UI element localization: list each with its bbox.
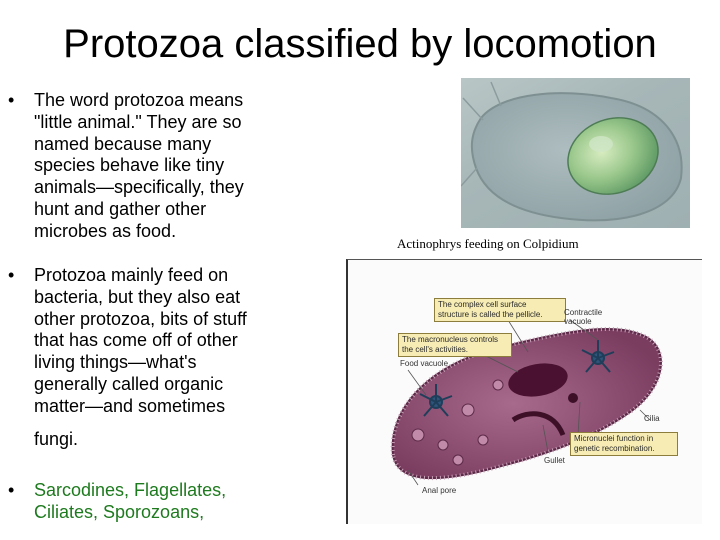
bullet-text <box>34 90 244 243</box>
bullet-line: other protozoa, bits of stuff <box>34 308 247 329</box>
bullet-line: that has come off of other <box>34 330 238 351</box>
label-gullet: Gullet <box>544 456 565 465</box>
bullet-line: generally called organic <box>34 373 224 394</box>
paramecium-diagram <box>346 259 702 524</box>
callout-line: structure is called the pellicle. <box>438 310 543 319</box>
label-line: vacuole <box>564 317 592 326</box>
callout-micronuclei <box>570 432 678 456</box>
callout-line: genetic recombination. <box>574 444 655 453</box>
label-anal-pore: Anal pore <box>422 486 457 495</box>
callout-line: The macronucleus controls <box>402 335 499 344</box>
bullet-line: living things—what's <box>34 352 197 373</box>
callout-line: Micronuclei function in <box>574 434 654 443</box>
bullet-marker: • <box>8 90 15 110</box>
bullet-line: microbes as food. <box>34 220 177 241</box>
callout-pellicle <box>434 298 566 322</box>
label-contractile-vacuole <box>564 308 602 326</box>
callout-macronucleus <box>398 333 512 357</box>
bullet-marker: • <box>8 480 15 500</box>
bullet-marker: • <box>8 265 15 285</box>
bullet-line: animals—specifically, they <box>34 177 244 198</box>
label-cilia: Cilia <box>644 414 660 423</box>
label-food-vacuole: Food vacuole <box>400 359 449 368</box>
bullet-line: Sarcodines, Flagellates, <box>34 480 227 500</box>
bullet-line: hunt and gather other <box>34 198 207 219</box>
photo-caption: Actinophrys feeding on Colpidium <box>397 236 579 251</box>
bullet-line: matter—and sometimes <box>34 395 226 416</box>
actinophrys-photo <box>461 78 690 228</box>
label-line: Contractile <box>564 308 603 317</box>
bullet-text <box>34 265 247 450</box>
bullet-line: bacteria, but they also eat <box>34 286 241 307</box>
bullet-line: fungi. <box>34 428 79 449</box>
bullet-text <box>34 480 226 524</box>
bullet-line: named because many <box>34 133 212 154</box>
micrograph-image <box>461 78 690 228</box>
callout-line: the cell's activities. <box>402 345 468 354</box>
bullet-line: Ciliates, Sporozoans, <box>34 501 205 522</box>
bullet-line: species behave like tiny <box>34 155 225 176</box>
slide-title: Protozoa classified by locomotion <box>63 22 657 66</box>
bullet-line: Protozoa mainly feed on <box>34 265 229 285</box>
callout-line: The complex cell surface <box>438 300 527 309</box>
bullet-line: The word protozoa means <box>34 90 244 110</box>
bullet-line: "little animal." They are so <box>34 111 242 132</box>
